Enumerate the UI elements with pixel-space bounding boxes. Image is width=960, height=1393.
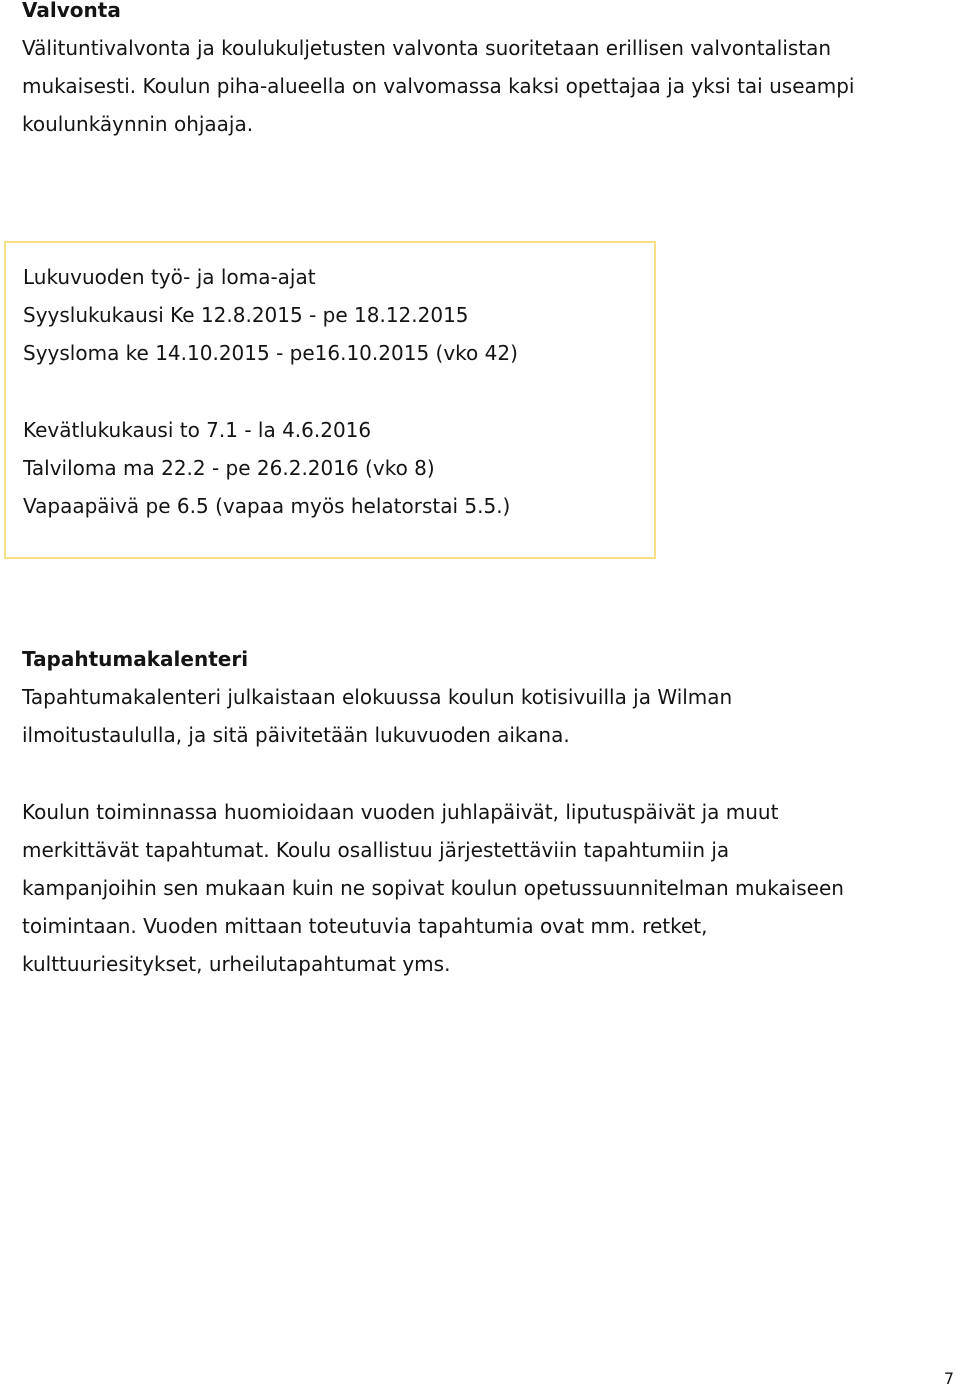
paragraph-line: kampanjoihin sen mukaan kuin ne sopivat koulun opetussuunnitelman mukaiseen xyxy=(22,876,844,900)
paragraph-line: kulttuuriesitykset, urheilutapahtumat yms. xyxy=(22,952,451,976)
paragraph-line: ilmoitustaululla, ja sitä päivitetään lukuvuoden aikana. xyxy=(22,723,570,747)
paragraph-line: Välituntivalvonta ja koulukuljetusten valvonta suoritetaan erillisen valvontalistan xyxy=(22,36,832,60)
schedule-line: Talviloma ma 22.2 - pe 26.2.2016 (vko 8) xyxy=(23,456,435,480)
schedule-line: Syysloma ke 14.10.2015 - pe16.10.2015 (vko 42) xyxy=(23,341,518,365)
schedule-line: Vapaapäivä pe 6.5 (vapaa myös helatorstai 5.5.) xyxy=(23,494,511,518)
schedule-box-content xyxy=(23,258,518,525)
paragraph-line: toimintaan. Vuoden mittaan toteutuvia tapahtumia ovat mm. retket, xyxy=(22,914,708,938)
section-heading: Tapahtumakalenteri xyxy=(22,647,249,671)
section-heading: Valvonta xyxy=(22,0,121,22)
spacer xyxy=(22,754,942,793)
paragraph-line: merkittävät tapahtumat. Koulu osallistuu järjestettäviin tapahtumiin ja xyxy=(22,838,730,862)
schedule-line: Syyslukukausi Ke 12.8.2015 - pe 18.12.2015 xyxy=(23,303,469,327)
paragraph-line: mukaisesti. Koulun piha-alueella on valvomassa kaksi opettajaa ja yksi tai useampi xyxy=(22,74,855,98)
spacer xyxy=(23,372,518,411)
schedule-line: Kevätlukukausi to 7.1 - la 4.6.2016 xyxy=(23,418,372,442)
schedule-box xyxy=(4,241,656,559)
paragraph-line: Tapahtumakalenteri julkaistaan elokuussa koulun kotisivuilla ja Wilman xyxy=(22,685,733,709)
section-valvonta xyxy=(22,0,942,143)
paragraph-line: koulunkäynnin ohjaaja. xyxy=(22,112,254,136)
section-tapahtumakalenteri xyxy=(22,640,942,983)
paragraph-line: Koulun toiminnassa huomioidaan vuoden juhlapäivät, liputuspäivät ja muut xyxy=(22,800,779,824)
page-number: 7 xyxy=(943,1369,954,1388)
schedule-heading: Lukuvuoden työ- ja loma-ajat xyxy=(23,265,316,289)
